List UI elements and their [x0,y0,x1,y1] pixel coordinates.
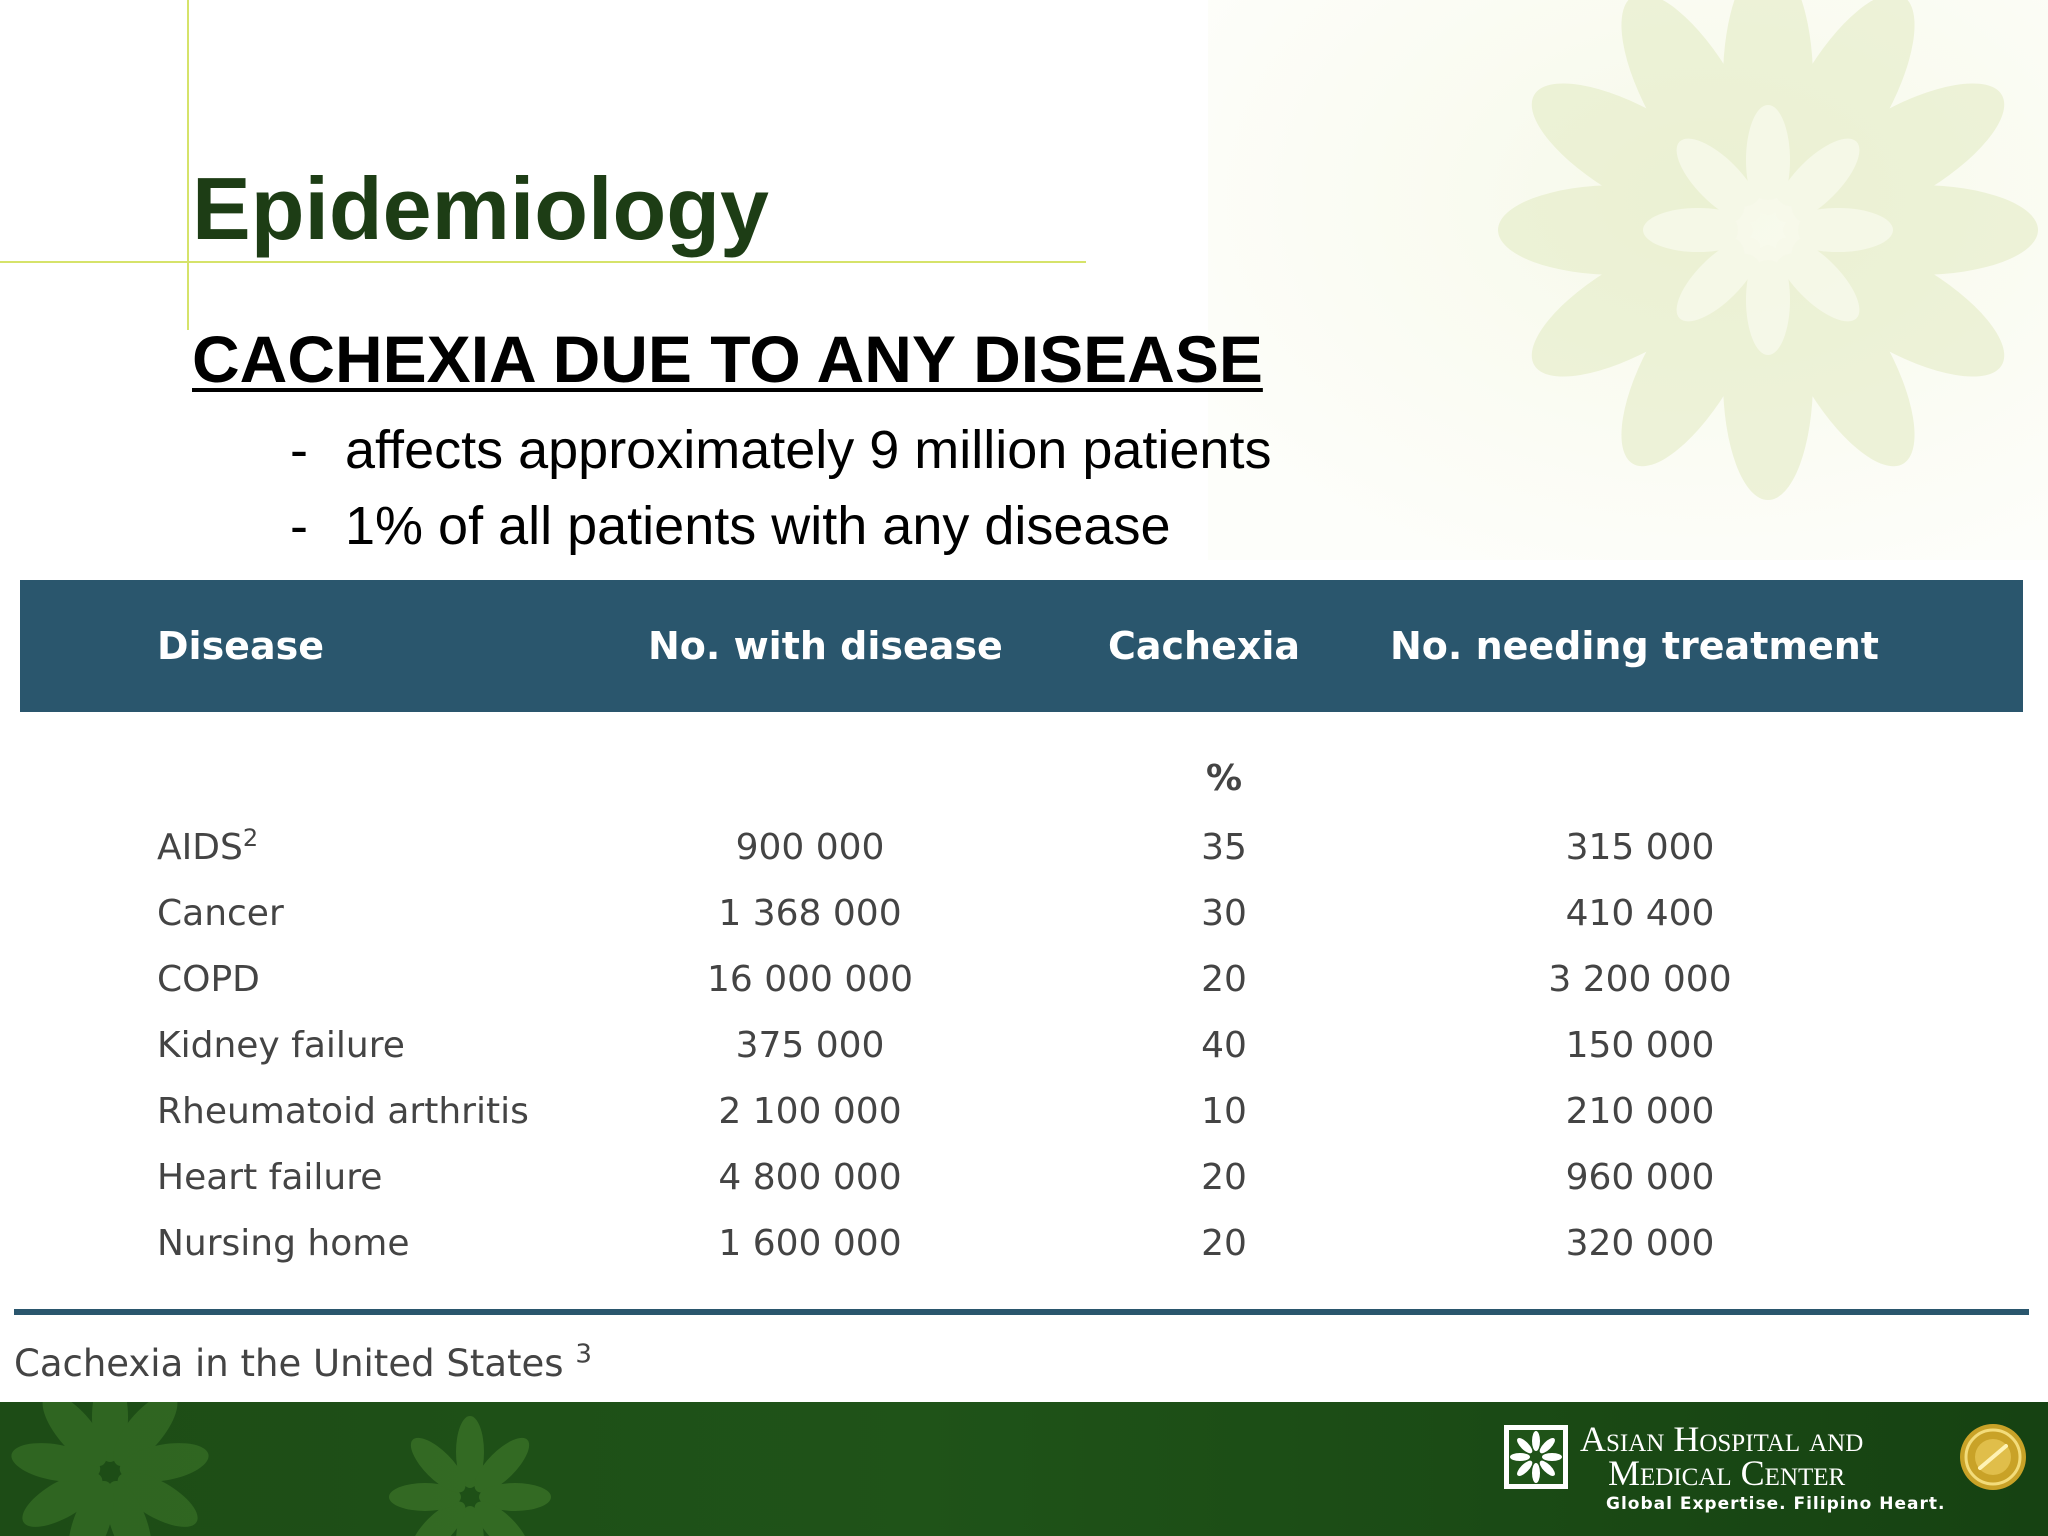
footnote-marker: 2 [242,824,259,852]
bullet-text: affects approximately 9 million patients [345,420,1272,480]
cell-treatment: 410 400 [1565,893,1715,934]
footer-bar [0,1402,2048,1536]
cell-cachexia: 20 [1201,1157,1247,1198]
cell-disease: Cancer [157,893,284,934]
bullet-item [290,488,1271,564]
cell-cachexia: 20 [1201,1223,1247,1264]
footer-flower-graphic [0,1402,700,1536]
cell-number: 900 000 [735,827,885,868]
caption-footnote-marker: 3 [575,1339,592,1370]
table-row [0,1145,2048,1211]
table-row [0,1211,2048,1277]
bullet-list [290,412,1271,564]
cell-cachexia: 40 [1201,1025,1247,1066]
header-number-needing-treatment: No. needing treatment [1390,624,1879,668]
table-row [0,815,2048,881]
table-row [0,1079,2048,1145]
table-bottom-rule [14,1309,2029,1315]
cell-cachexia: 10 [1201,1091,1247,1132]
table-body [0,815,2048,1277]
hospital-logo-icon [1503,1424,1569,1490]
bullet-item [290,412,1271,488]
hospital-tagline: Global Expertise. Filipino Heart. [1606,1494,1946,1514]
cachexia-unit-label: % [1205,758,1243,799]
cell-disease: Nursing home [157,1223,410,1264]
header-number-with-disease: No. with disease [648,624,1003,668]
slide-title: Epidemiology [192,159,769,258]
cell-number: 2 100 000 [718,1091,902,1132]
cell-number: 1 600 000 [718,1223,902,1264]
cell-cachexia: 35 [1201,827,1247,868]
table-row [0,947,2048,1013]
cell-disease: AIDS$^2$ [157,824,259,868]
background-flower-graphic [1208,0,2048,560]
table-header [20,580,2023,712]
header-disease: Disease [157,624,324,668]
accreditation-seal-icon [1958,1422,2028,1492]
slide-subtitle: CACHEXIA DUE TO ANY DISEASE [192,322,1263,396]
cell-treatment: 210 000 [1565,1091,1715,1132]
accent-vertical-line [187,0,189,330]
cell-cachexia: 20 [1201,959,1247,1000]
cell-disease: Heart failure [157,1157,383,1198]
cell-treatment: 315 000 [1565,827,1715,868]
cell-number: 16 000 000 [706,959,914,1000]
hospital-name: Asian Hospital and Medical Center [1580,1419,1864,1493]
cell-treatment: 3 200 000 [1548,959,1732,1000]
cell-cachexia: 30 [1201,893,1247,934]
cell-treatment: 150 000 [1565,1025,1715,1066]
bullet-dash: - [290,420,308,480]
header-cachexia: Cachexia [1108,624,1301,668]
bullet-dash: - [290,496,308,556]
cell-treatment: 960 000 [1565,1157,1715,1198]
cell-number: 1 368 000 [718,893,902,934]
cell-treatment: 320 000 [1565,1223,1715,1264]
cell-number: 375 000 [735,1025,885,1066]
cell-disease: Kidney failure [157,1025,405,1066]
bullet-text: 1% of all patients with any disease [345,496,1171,556]
accent-horizontal-line [0,261,1086,263]
cell-number: 4 800 000 [718,1157,902,1198]
cell-disease: Rheumatoid arthritis [157,1091,529,1132]
table-row [0,1013,2048,1079]
table-caption: Cachexia in the United States $^3$ [14,1339,592,1385]
table-row [0,881,2048,947]
cell-disease: COPD [157,959,260,1000]
